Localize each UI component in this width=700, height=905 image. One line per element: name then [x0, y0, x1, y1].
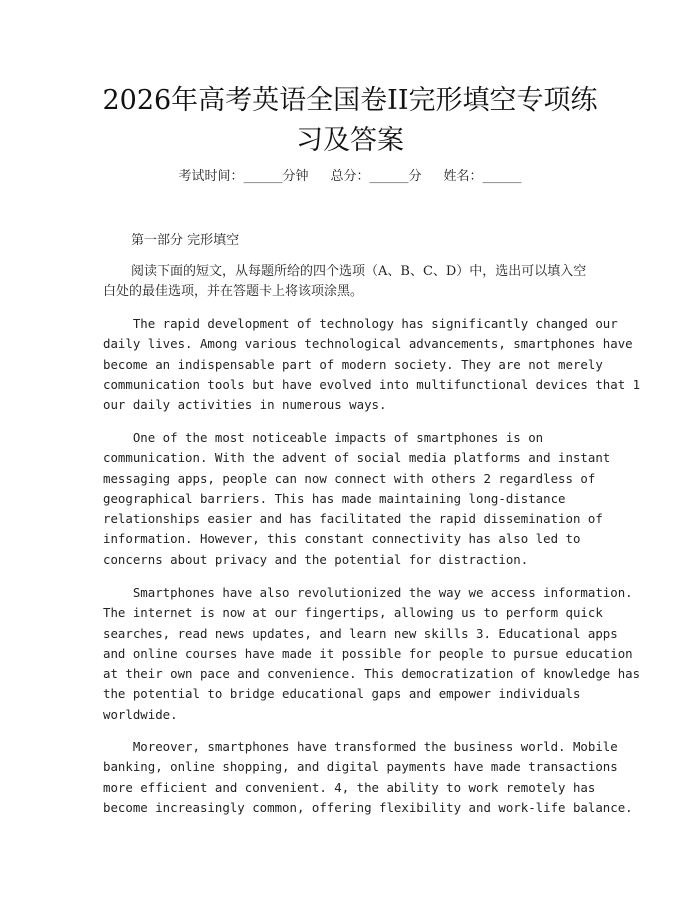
- document-title: [60, 81, 640, 161]
- passage-line: Smartphones have also revolutionized the way we access information.: [103, 585, 633, 600]
- passage-paragraph: [103, 314, 641, 415]
- passage-line: messaging apps, people can now connect with others 2 regardless of: [103, 470, 596, 486]
- passage-line: information. However, this constant connectivity has also led to: [103, 531, 581, 547]
- passage-line: Moreover, smartphones have transformed the business world. Mobile: [103, 739, 618, 754]
- time-field: 考试时间：______分钟: [178, 169, 309, 184]
- passage-line: at their own pace and convenience. This democratization of knowledge has: [103, 666, 641, 682]
- score-field: 总分：______分: [330, 169, 422, 184]
- instructions: [103, 262, 599, 302]
- passage-line: our daily activities in numerous ways.: [103, 397, 387, 413]
- passage-line: relationships easier and has facilitated the rapid dissemination of: [103, 511, 603, 527]
- passage-line: communication tools but have evolved into multifunctional devices that 1: [103, 376, 641, 392]
- title-line: 2026年高考英语全国卷II完形填空专项练: [102, 85, 598, 116]
- passage-line: the potential to bridge educational gaps and empower individuals: [103, 686, 581, 702]
- passage-line: banking, online shopping, and digital payments have made transactions: [103, 759, 618, 775]
- passage-line: daily lives. Among various technological advancements, smartphones have: [103, 336, 633, 352]
- passage-line: become increasingly common, offering flexibility and work-life balance.: [103, 799, 633, 815]
- passage-line: searches, read news updates, and learn new skills 3. Educational apps: [103, 625, 618, 641]
- passage-line: One of the most noticeable impacts of smartphones is on: [103, 430, 544, 445]
- instructions-line: 白处的最佳选项，并在答题卡上将该项涂黑。: [103, 284, 364, 299]
- passage-paragraph: [103, 737, 633, 818]
- passage-line: become an indispensable part of modern society. They are not merely: [103, 356, 603, 372]
- passage-line: communication. With the advent of social media platforms and instant: [103, 450, 611, 466]
- passage-line: geographical barriers. This has made maintaining long-distance: [103, 490, 566, 506]
- passage-line: The rapid development of technology has significantly changed our: [103, 316, 618, 331]
- passage-line: more efficient and convenient. 4, the ability to work remotely has: [103, 779, 596, 795]
- passage-paragraph: [103, 583, 641, 725]
- passage-line: and online courses have made it possible for people to pursue education: [103, 645, 633, 661]
- name-field: 姓名：______: [443, 169, 522, 184]
- instructions-line: 阅读下面的短文，从每题所给的四个选项（A、B、C、D）中，选出可以填入空: [131, 264, 587, 279]
- passage-paragraph: [103, 428, 611, 570]
- section-heading: 第一部分 完形填空: [131, 233, 240, 248]
- passage-line: The internet is now at our fingertips, allowing us to perform quick: [103, 605, 603, 621]
- title-line: 习及答案: [296, 125, 404, 156]
- exam-meta: [0, 167, 700, 187]
- passage-line: worldwide.: [103, 706, 178, 722]
- passage-line: concerns about privacy and the potential for distraction.: [103, 551, 529, 567]
